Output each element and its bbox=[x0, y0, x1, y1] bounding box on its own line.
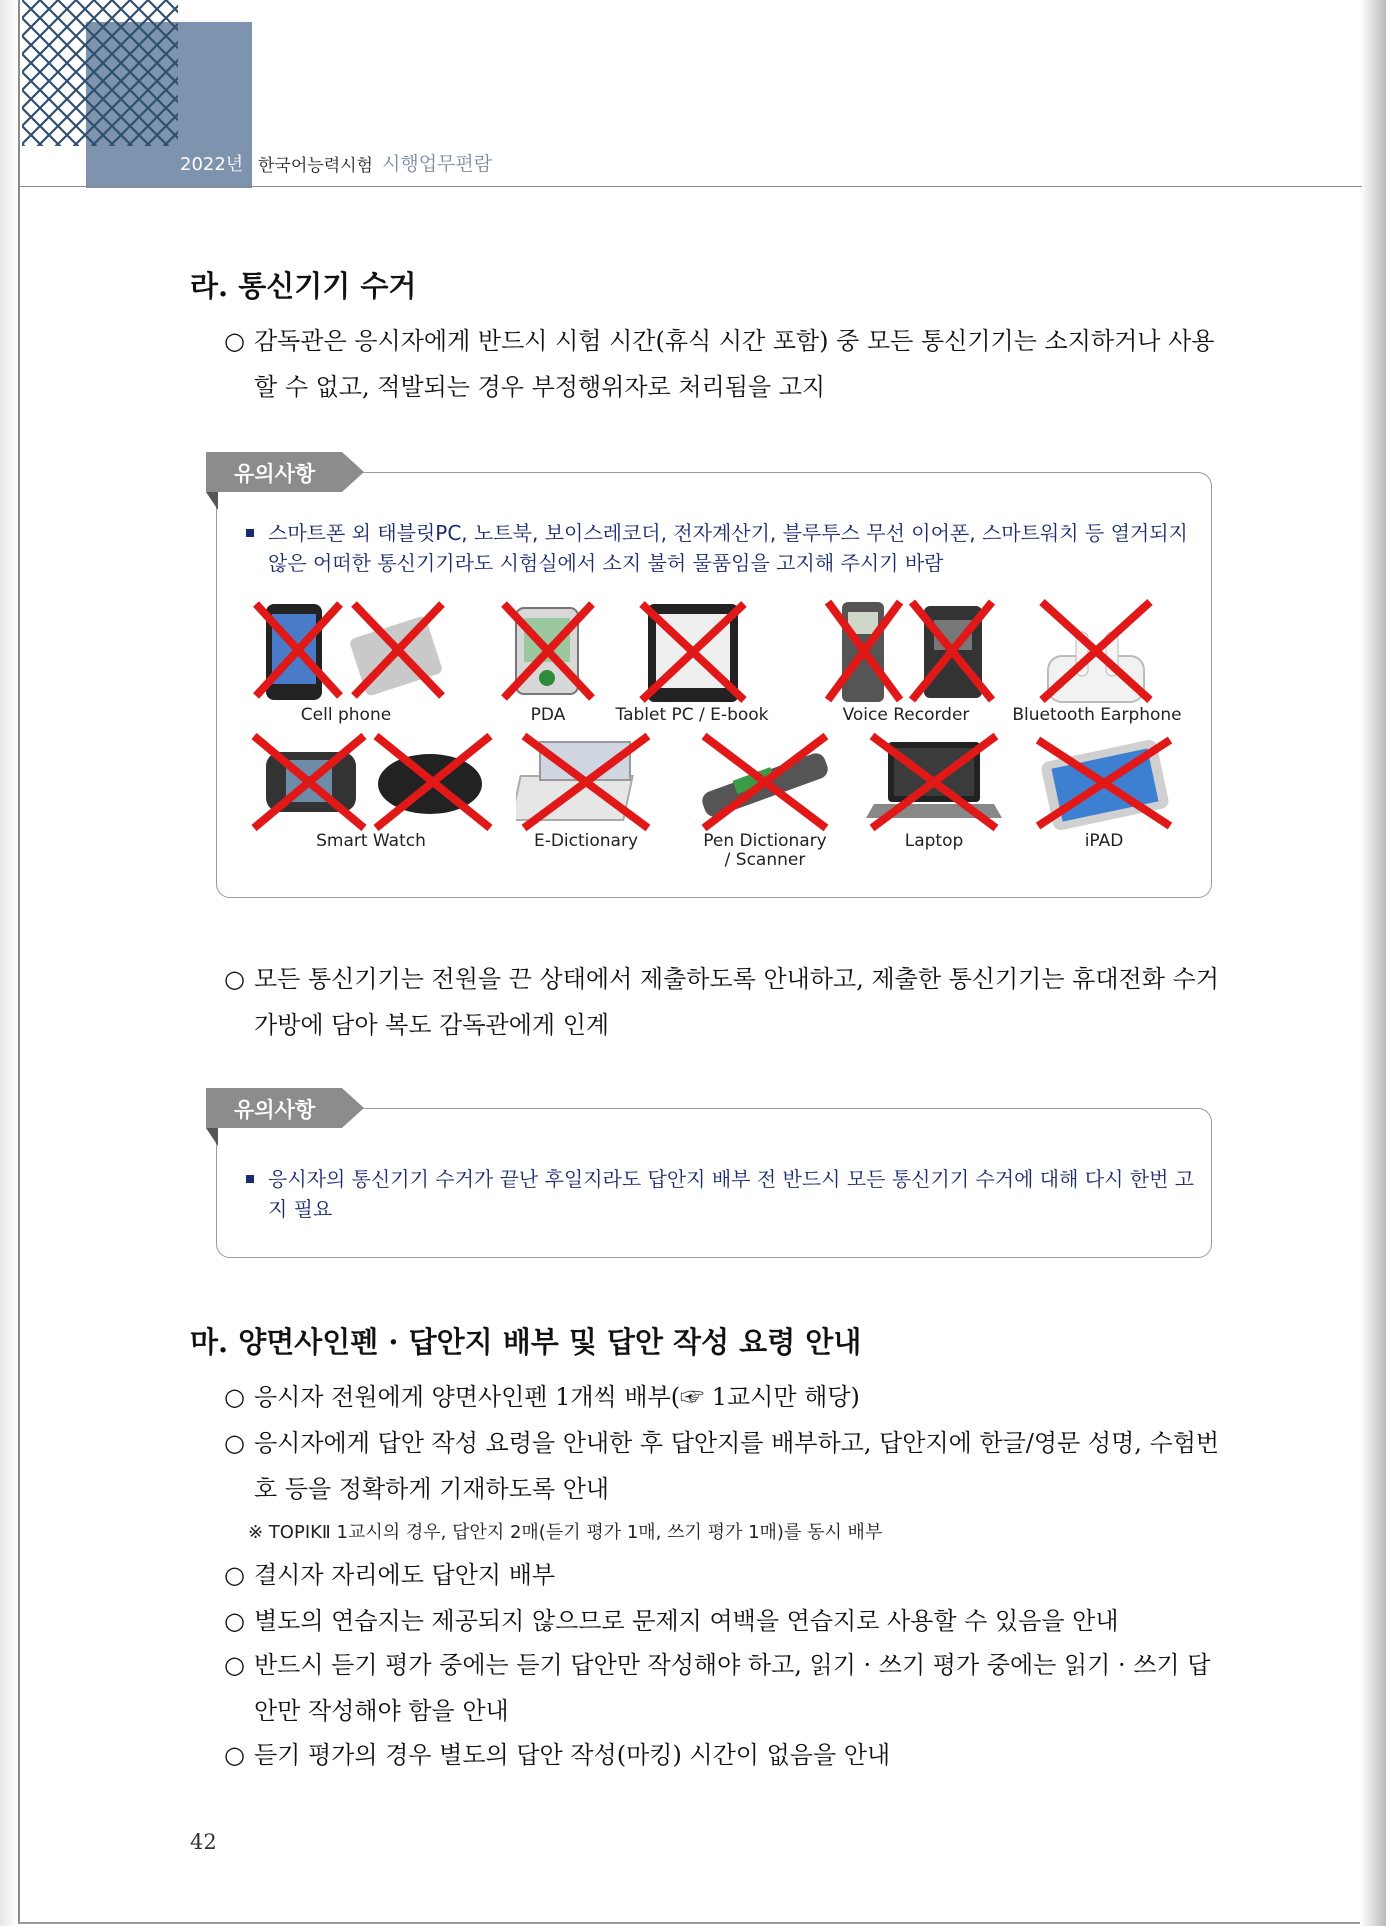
bullet-item bbox=[224, 1642, 1224, 1734]
header-subtitle: 시행업무편람 bbox=[382, 153, 493, 175]
notice-text bbox=[268, 1164, 1198, 1224]
laptop-crossed-icon bbox=[866, 732, 1002, 832]
device-label: Cell phone bbox=[300, 705, 392, 725]
circle-bullet-icon: ○ bbox=[224, 1607, 245, 1635]
section-heading-ra: 라. 통신기기 수거 bbox=[190, 269, 417, 303]
device-label: E-Dictionary bbox=[533, 831, 639, 851]
notice-text-content: 스마트폰 외 태블릿PC, 노트북, 보이스레코더, 전자계산기, 블루투스 무선 이어폰, 스마트워치 등 열거되지 않은 어떠한 통신기기라도 시험실에서 소지 불허 물품임을 고지해 주시기 바람 bbox=[268, 521, 1188, 575]
bullet-item bbox=[224, 1374, 1224, 1420]
earphone-crossed-icon bbox=[1012, 596, 1182, 706]
bullet-item bbox=[224, 1732, 1224, 1778]
cell-phone-crossed-icon bbox=[246, 596, 446, 706]
device-label: Smart Watch bbox=[316, 831, 426, 851]
bullet-item bbox=[224, 1552, 1224, 1598]
note-line: ※ TOPIKⅡ 1교시의 경우, 답안지 2매(듣기 평가 1매, 쓰기 평가 1매)를 동시 배부 bbox=[248, 1522, 883, 1543]
header-rule bbox=[20, 186, 1362, 187]
pen-dictionary-crossed-icon bbox=[680, 732, 850, 832]
device-cell-phone bbox=[246, 596, 446, 725]
device-pda bbox=[498, 596, 598, 725]
bullet-text: 듣기 평가의 경우 별도의 답안 작성(마킹) 시간이 없음을 안내 bbox=[254, 1741, 891, 1769]
book-spine bbox=[0, 0, 18, 1926]
device-label: PDA bbox=[530, 705, 566, 725]
notice-tab-label: 유의사항 bbox=[234, 462, 316, 486]
device-label: Laptop bbox=[904, 831, 964, 851]
device-voice-recorder bbox=[816, 596, 996, 725]
device-label: Bluetooth Earphone bbox=[1012, 705, 1182, 725]
device-label: Pen Dictionary / Scanner bbox=[703, 831, 827, 870]
tablet-crossed-icon bbox=[612, 596, 772, 706]
bullet-text: 결시자 자리에도 답안지 배부 bbox=[254, 1561, 556, 1589]
device-label: iPAD bbox=[1084, 831, 1124, 851]
device-label: Voice Recorder bbox=[842, 705, 970, 725]
header-title: 한국어능력시험 bbox=[258, 156, 373, 176]
notice-tab bbox=[206, 1088, 364, 1128]
pda-crossed-icon bbox=[498, 596, 598, 706]
bullet-text: 별도의 연습지는 제공되지 않으므로 문제지 여백을 연습지로 사용할 수 있음을 안내 bbox=[254, 1607, 1119, 1635]
e-dictionary-crossed-icon bbox=[516, 732, 656, 832]
device-ipad bbox=[1030, 732, 1178, 851]
voice-recorder-crossed-icon bbox=[816, 596, 996, 706]
circle-bullet-icon: ○ bbox=[224, 327, 245, 355]
square-bullet-icon bbox=[246, 529, 254, 537]
notice-text-content: 응시자의 통신기기 수거가 끝난 후일지라도 답안지 배부 전 반드시 모든 통신기기 수거에 대해 다시 한번 고지 필요 bbox=[268, 1167, 1195, 1221]
smart-watch-crossed-icon bbox=[246, 732, 496, 832]
bullet-item bbox=[224, 956, 1224, 1048]
bullet-text: 응시자 전원에게 양면사인펜 1개씩 배부(☞ 1교시만 해당) bbox=[254, 1383, 860, 1411]
header-year: 2022년 bbox=[180, 154, 244, 175]
bullet-text: 감독관은 응시자에게 반드시 시험 시간(휴식 시간 포함) 중 모든 통신기기는 소지하거나 사용할 수 없고, 적발되는 경우 부정행위자로 처리됨을 고지 bbox=[254, 327, 1215, 401]
circle-bullet-icon: ○ bbox=[224, 1741, 245, 1769]
circle-bullet-icon: ○ bbox=[224, 965, 245, 993]
notice-text bbox=[268, 518, 1198, 578]
page-curl-shadow bbox=[1360, 0, 1386, 1926]
header-lattice-pattern bbox=[22, 0, 178, 146]
bullet-item bbox=[224, 318, 1224, 410]
circle-bullet-icon: ○ bbox=[224, 1651, 245, 1679]
device-tablet-ebook bbox=[612, 596, 772, 725]
device-laptop bbox=[866, 732, 1002, 851]
bullet-text: 응시자에게 답안 작성 요령을 안내한 후 답안지를 배부하고, 답안지에 한글/영문 성명, 수험번호 등을 정확하게 기재하도록 안내 bbox=[254, 1429, 1220, 1503]
circle-bullet-icon: ○ bbox=[224, 1429, 245, 1457]
page-number: 42 bbox=[190, 1830, 217, 1854]
square-bullet-icon bbox=[246, 1175, 254, 1183]
section-heading-ma: 마. 양면사인펜 · 답안지 배부 및 답안 작성 요령 안내 bbox=[190, 1325, 862, 1359]
bullet-item bbox=[224, 1420, 1224, 1512]
device-label: Tablet PC / E-book bbox=[615, 705, 769, 725]
device-e-dictionary bbox=[516, 732, 656, 851]
device-pen-dictionary bbox=[680, 732, 850, 870]
notice-tab-label: 유의사항 bbox=[234, 1098, 316, 1122]
device-bluetooth-earphone bbox=[1012, 596, 1182, 725]
circle-bullet-icon: ○ bbox=[224, 1383, 245, 1411]
notice-tab bbox=[206, 452, 364, 492]
device-smart-watch bbox=[246, 732, 496, 851]
circle-bullet-icon: ○ bbox=[224, 1561, 245, 1589]
bullet-text: 반드시 듣기 평가 중에는 듣기 답안만 작성해야 하고, 읽기 · 쓰기 평가 중에는 읽기 · 쓰기 답안만 작성해야 함을 안내 bbox=[254, 1651, 1211, 1725]
bullet-item bbox=[224, 1598, 1224, 1644]
ipad-crossed-icon bbox=[1030, 732, 1178, 832]
bullet-text: 모든 통신기기는 전원을 끈 상태에서 제출하도록 안내하고, 제출한 통신기기는 휴대전화 수거가방에 담아 복도 감독관에게 인계 bbox=[254, 965, 1219, 1039]
